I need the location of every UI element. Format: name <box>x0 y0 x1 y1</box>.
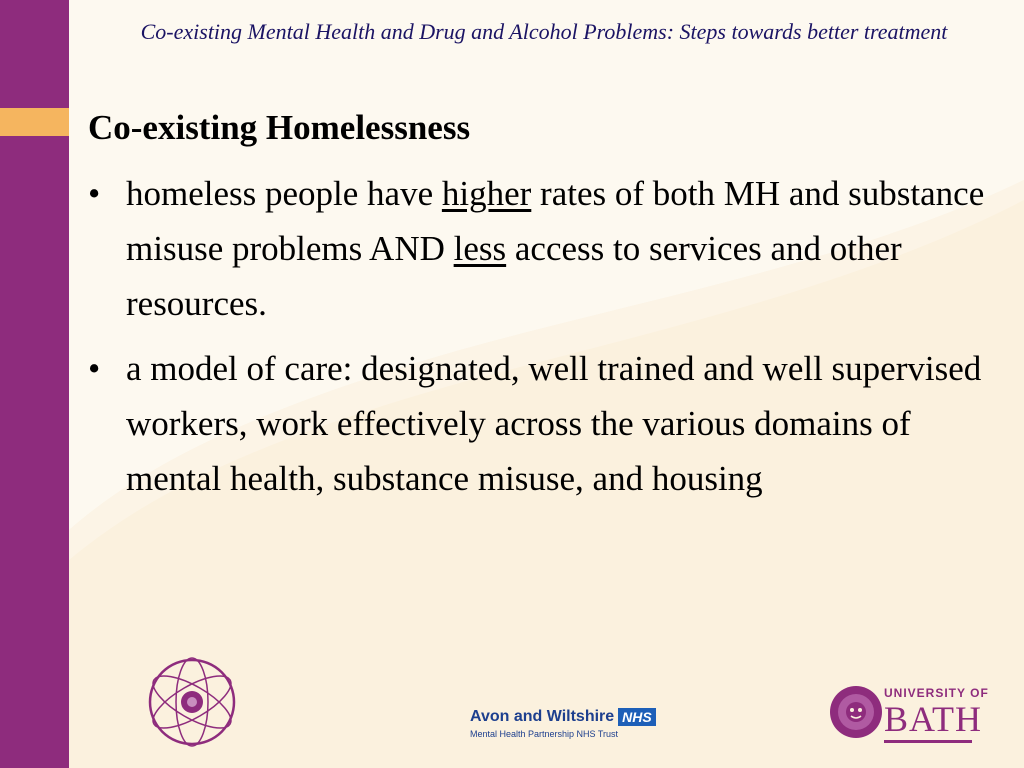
university-label: UNIVERSITY OF <box>884 686 989 700</box>
underlined-word-higher: higher <box>441 174 532 213</box>
nhs-trust-logo <box>470 708 650 739</box>
underlined-word-less: less <box>453 229 507 268</box>
bullet-text: access to services and other resources. <box>126 229 902 323</box>
bullet-list <box>84 166 994 516</box>
university-seal-icon <box>828 684 884 740</box>
university-name: BATH <box>884 699 983 739</box>
slide-heading: Co-existing Homelessness <box>88 108 471 147</box>
bullet-text: rates of both MH and substance misuse problems AND <box>126 174 985 268</box>
university-underline <box>884 740 972 743</box>
bullet-point: • <box>88 174 101 213</box>
nhs-org-name: Avon and Wiltshire <box>470 708 615 725</box>
university-of-bath-logo <box>884 686 989 743</box>
bullet-item <box>84 341 994 506</box>
nhs-badge: NHS <box>618 708 656 726</box>
bullet-point: • <box>88 349 101 388</box>
sidebar-accent-stripe <box>0 108 69 136</box>
bullet-item <box>84 166 994 331</box>
bullet-text: a model of care: designated, well trained and well supervised workers, work effectively across the various domains of mental health, substance misuse, and housing <box>126 349 982 498</box>
mental-health-emblem-icon <box>142 652 242 752</box>
nhs-trust-name: Mental Health Partnership NHS Trust <box>470 729 619 739</box>
bullet-text: homeless people have <box>126 174 442 213</box>
presentation-title: Co-existing Mental Health and Drug and Alcohol Problems: Steps towards better treatment <box>140 19 948 44</box>
